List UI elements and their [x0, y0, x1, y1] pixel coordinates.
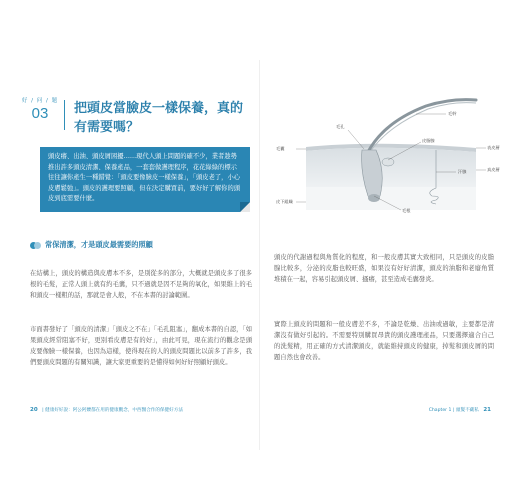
right-page-number: 21: [483, 407, 491, 413]
label-pore: 毛孔: [336, 124, 345, 129]
section-heading-text: 常保清潔，才是頭皮最需要的照顧: [45, 240, 153, 249]
callout-text: 頭皮癢、出油、頭皮屑困擾……現代人頭上問題的確不少，業者趁勢推出許多頭皮清潔、保養產品，一套套做護理程序，花花綠綠的標示往往讓你產生一種錯覺：「頭皮要像臉皮一樣保養」，「頭皮老了，小心皮膚鬆弛」。頭皮的護理要照顧，但在決定購買前，要好好了解你的頭皮到底需要什麼。: [48, 153, 241, 203]
question-title: 把頭皮當臉皮一樣保養，真的有需要嗎？: [74, 101, 244, 135]
scalp-cross-section-illustration: [276, 92, 506, 222]
label-subcutaneous: 皮下組織: [276, 199, 293, 204]
label-hair-shaft: 毛幹: [448, 111, 457, 116]
left-paragraph-2: 市面書發好了「頭皮的清潔」「頭皮之不在」「毛孔阻塞」，翻成本書的自認，「如果頭皮經常阻塞不好，更別看皮膚是有的好」，由此可見，現在流行的觀念是頭皮要像臉一樣保養，也因為這樣，使得現在的人的頭皮問題比以前多了許多，我們要頭皮問題的有關知識，讓大家更重要的是懂得如何好好照顧好頭皮。: [30, 326, 252, 367]
right-page: [260, 0, 520, 500]
label-sebaceous-gland: 皮脂腺: [422, 138, 435, 143]
dermis-layer: [306, 148, 476, 187]
footer-left: [30, 407, 183, 413]
label-follicle: 毛囊: [276, 146, 285, 151]
bullet-dot-shadow-icon: [34, 242, 41, 249]
left-page-number: 20: [30, 407, 38, 413]
label-epidermis: 表皮層: [487, 145, 500, 150]
left-running-title: | 健康好好說：阿公阿嬤都在用的健康觀念，中西醫合作的保健好方法: [42, 408, 183, 413]
right-paragraph-2: 實際上頭皮的問題和一般皮膚差不多，不論是乾燥、出油或過敏，主要都是清潔沒有做好引起的。不需要特別購買昂貴的頭皮護理產品，只要選擇適合自己的洗髮精，用正確的方式清潔頭皮，就能維持頭皮的健康，掉髮和頭皮屑的問題自然也會改善。: [274, 321, 494, 362]
label-sweat-gland: 汗腺: [458, 169, 467, 174]
right-running-title: Chapter 1 | 頭髮不藏私: [428, 408, 479, 413]
left-paragraph-1: 在結構上，頭皮的構造與皮膚本不多，是別從多的部分，大概就是頭皮多了很多根的毛髮，正常人頭上就有約毛囊，只不過就是因不足夠的氧化，如果維上的毛和頭皮一樣粗的話，那就是會人般，不在本書的討論範圍。: [30, 270, 252, 300]
summary-callout: [40, 147, 250, 212]
question-label: 好 / 问 / 题: [21, 98, 59, 104]
right-paragraph-1: 頭皮的代謝過程與角質化的程度，和一般皮膚其實大致相同，只是頭皮的皮脂腺比較多，分泌的皮脂也較旺盛，如果沒有好好清潔，頭皮的油脂和老廢角質堆積在一起，容易引起頭皮屑、搔癢，甚至造成毛囊發炎。: [274, 254, 494, 284]
question-badge: [18, 96, 62, 122]
label-hair-root: 毛根: [402, 208, 411, 213]
heading-divider: [64, 100, 65, 130]
scalp-anatomy-diagram: [276, 92, 506, 222]
subcutaneous-layer: [306, 187, 476, 210]
footer-right: [429, 407, 494, 413]
question-number: 03: [31, 105, 49, 122]
label-dermis: 真皮層: [487, 167, 500, 172]
section-heading: [30, 240, 153, 250]
sebaceous-gland-shape: [382, 158, 394, 166]
hair-bulb: [368, 194, 380, 202]
